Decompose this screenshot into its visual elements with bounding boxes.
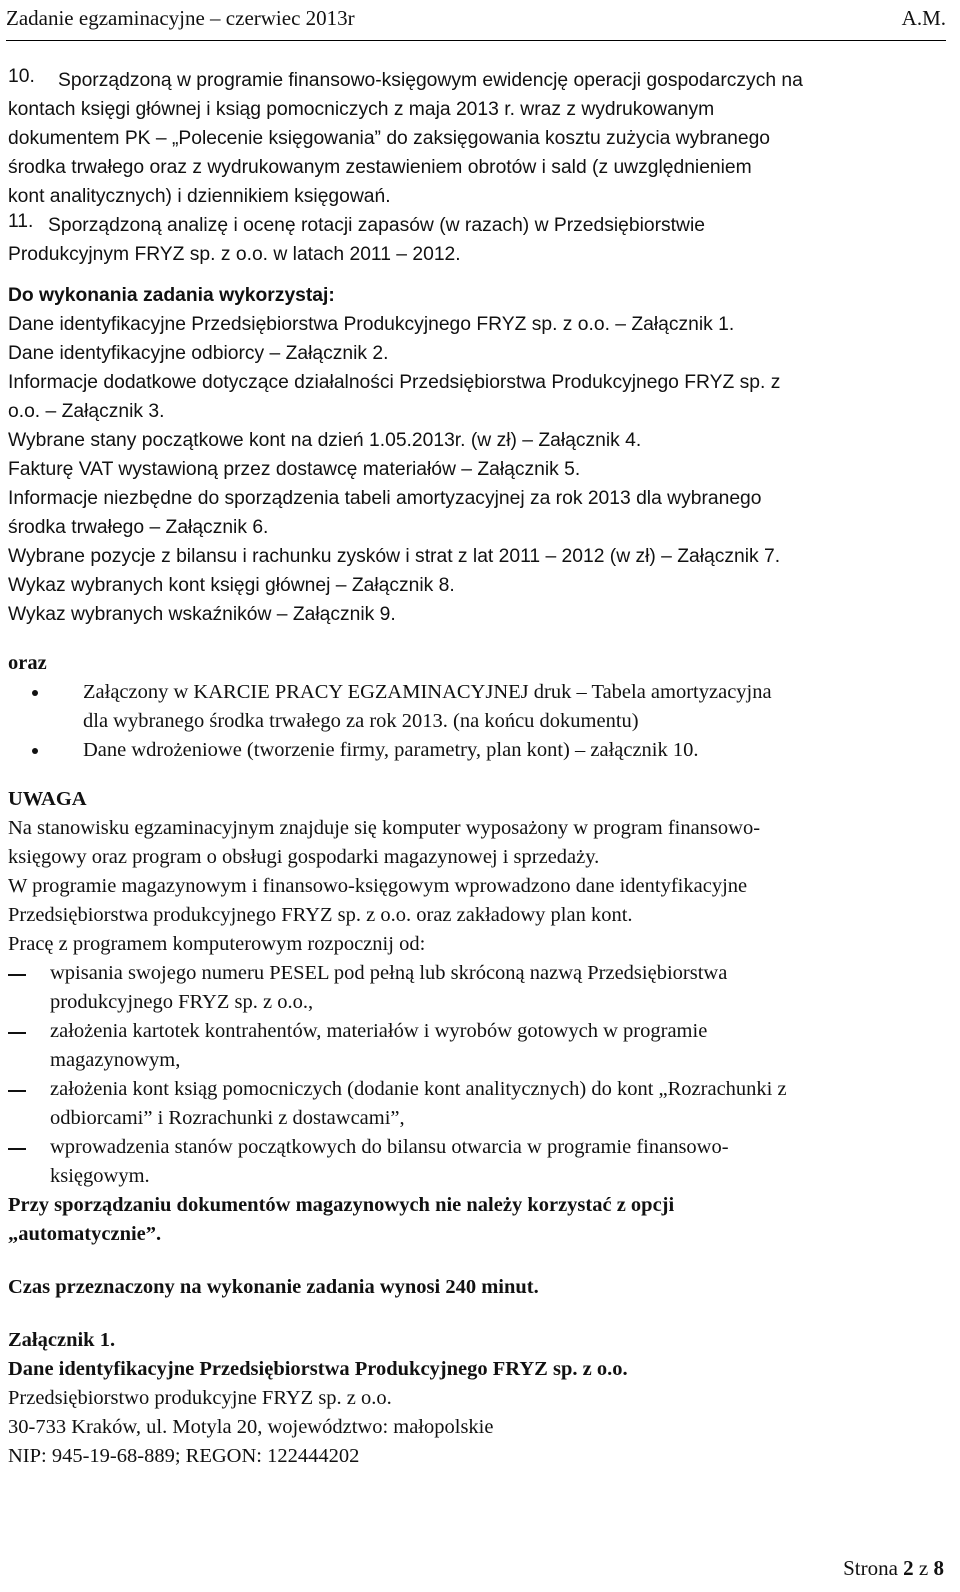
materials-line: o.o. – Załącznik 3. bbox=[8, 401, 165, 422]
materials-line: Fakturę VAT wystawioną przez dostawcę materiałów – Załącznik 5. bbox=[8, 459, 581, 480]
materials-line: środka trwałego – Załącznik 6. bbox=[8, 517, 269, 538]
uwaga-heading: UWAGA bbox=[8, 788, 87, 810]
attachment-line: 30-733 Kraków, ul. Motyla 20, województwo: małopolskie bbox=[8, 1416, 494, 1438]
uwaga-line: Przedsiębiorstwa produkcyjnego FRYZ sp. z o.o. oraz zakładowy plan kont. bbox=[8, 904, 633, 926]
uwaga-line: Na stanowisku egzaminacyjnym znajduje się komputer wyposażony w program finansowo- bbox=[8, 817, 761, 839]
bullet-icon bbox=[32, 748, 38, 754]
bullet-icon bbox=[32, 690, 38, 696]
dash-item bbox=[8, 1075, 948, 1133]
materials-line: Wykaz wybranych kont księgi głównej – Załącznik 8. bbox=[8, 575, 455, 596]
page-header bbox=[6, 6, 946, 41]
materials-heading: Do wykonania zadania wykorzystaj: bbox=[8, 285, 335, 306]
item-line: środka trwałego oraz z wydrukowanym zestawieniem obrotów i sald (z uwzględnieniem bbox=[8, 157, 752, 178]
dash-line: założenia kont ksiąg pomocniczych (dodanie kont analitycznych) do kont „Rozrachunki z bbox=[50, 1078, 787, 1100]
time-note: Czas przeznaczony na wykonanie zadania wynosi 240 minut. bbox=[8, 1276, 539, 1298]
dash-list bbox=[8, 959, 948, 1191]
bullet-list bbox=[8, 678, 948, 765]
uwaga-line: księgowy oraz program o obsługi gospodarki magazynowej i sprzedaży. bbox=[8, 846, 600, 868]
materials-section bbox=[8, 281, 948, 629]
dash-item bbox=[8, 1017, 948, 1075]
item-line: kontach księgi głównej i ksiąg pomocniczych z maja 2013 r. wraz z wydrukowanym bbox=[8, 99, 715, 120]
dash-line: produkcyjnego FRYZ sp. z o.o., bbox=[50, 991, 314, 1013]
warning-line: „automatycznie”. bbox=[8, 1223, 162, 1245]
uwaga-line: W programie magazynowym i finansowo-księgowym wprowadzono dane identyfikacyjne bbox=[8, 875, 748, 897]
materials-line: Informacje niezbędne do sporządzenia tabeli amortyzacyjnej za rok 2013 dla wybranego bbox=[8, 488, 762, 509]
page-content bbox=[8, 66, 948, 1471]
item-number: 10. bbox=[8, 66, 35, 87]
item-number: 11. bbox=[8, 211, 34, 232]
uwaga-line: Pracę z programem komputerowym rozpocznij od: bbox=[8, 933, 426, 955]
attachment-1 bbox=[8, 1326, 948, 1471]
item-11 bbox=[8, 211, 948, 269]
dash-item bbox=[8, 1133, 948, 1191]
item-line: Sporządzoną w programie finansowo-księgowym ewidencję operacji gospodarczych na bbox=[58, 70, 803, 91]
bullet-line: Dane wdrożeniowe (tworzenie firmy, parametry, plan kont) – załącznik 10. bbox=[83, 739, 699, 761]
item-10 bbox=[8, 66, 948, 211]
item-line: dokumentem PK – „Polecenie księgowania” do zaksięgowania kosztu zużycia wybranego bbox=[8, 128, 771, 149]
header-initials: A.M. bbox=[901, 6, 946, 30]
dash-line: księgowym. bbox=[50, 1165, 150, 1187]
item-line: Sporządzoną analizę i ocenę rotacji zapasów (w razach) w Przedsiębiorstwie bbox=[48, 215, 705, 236]
uwaga-section bbox=[8, 785, 948, 1249]
page-prefix: Strona bbox=[843, 1556, 904, 1580]
warning-line: Przy sporządzaniu dokumentów magazynowych nie należy korzystać z opcji bbox=[8, 1194, 675, 1216]
materials-line: Informacje dodatkowe dotyczące działalności Przedsiębiorstwa Produkcyjnego FRYZ sp. z bbox=[8, 372, 781, 393]
dash-line: magazynowym, bbox=[50, 1049, 181, 1071]
attachment-line: NIP: 945-19-68-889; REGON: 122444202 bbox=[8, 1445, 360, 1467]
current-page: 2 bbox=[903, 1556, 914, 1580]
materials-line: Wybrane stany początkowe kont na dzień 1.05.2013r. (w zł) – Załącznik 4. bbox=[8, 430, 642, 451]
dash-line: wpisania swojego numeru PESEL pod pełną lub skróconą nazwą Przedsiębiorstwa bbox=[50, 962, 728, 984]
dash-line: odbiorcami” i Rozrachunki z dostawcami”, bbox=[50, 1107, 405, 1129]
materials-line: Dane identyfikacyjne Przedsiębiorstwa Produkcyjnego FRYZ sp. z o.o. – Załącznik 1. bbox=[8, 314, 735, 335]
bullet-line: Załączony w KARCIE PRACY EGZAMINACYJNEJ druk – Tabela amortyzacyjna bbox=[83, 681, 772, 703]
dash-icon bbox=[8, 1090, 26, 1092]
dash-icon bbox=[8, 1148, 26, 1150]
dash-item bbox=[8, 959, 948, 1017]
bullet-line: dla wybranego środka trwałego za rok 2013. (na końcu dokumentu) bbox=[83, 710, 639, 732]
attachment-subtitle: Dane identyfikacyjne Przedsiębiorstwa Produkcyjnego FRYZ sp. z o.o. bbox=[8, 1358, 628, 1380]
bullet-item bbox=[8, 678, 948, 736]
item-line: Produkcyjnym FRYZ sp. z o.o. w latach 2011 – 2012. bbox=[8, 244, 461, 265]
dash-line: wprowadzenia stanów początkowych do bilansu otwarcia w programie finansowo- bbox=[50, 1136, 729, 1158]
materials-line: Dane identyfikacyjne odbiorcy – Załącznik 2. bbox=[8, 343, 389, 364]
dash-icon bbox=[8, 974, 26, 976]
page-number bbox=[843, 1556, 944, 1581]
bullet-item bbox=[8, 736, 948, 765]
dash-line: założenia kartotek kontrahentów, materiałów i wyrobów gotowych w programie bbox=[50, 1020, 708, 1042]
item-line: kont analitycznych) i dziennikiem księgowań. bbox=[8, 186, 391, 207]
page-sep: z bbox=[913, 1556, 934, 1580]
materials-line: Wykaz wybranych wskaźników – Załącznik 9. bbox=[8, 604, 396, 625]
materials-line: Wybrane pozycje z bilansu i rachunku zysków i strat z lat 2011 – 2012 (w zł) – Załącznik 7. bbox=[8, 546, 781, 567]
dash-icon bbox=[8, 1032, 26, 1034]
attachment-title: Załącznik 1. bbox=[8, 1329, 116, 1351]
total-pages: 8 bbox=[933, 1556, 944, 1580]
oraz-heading: oraz bbox=[8, 652, 47, 674]
oraz-section bbox=[8, 649, 948, 765]
attachment-line: Przedsiębiorstwo produkcyjne FRYZ sp. z o.o. bbox=[8, 1387, 392, 1409]
header-title: Zadanie egzaminacyjne – czerwiec 2013r bbox=[6, 6, 355, 30]
